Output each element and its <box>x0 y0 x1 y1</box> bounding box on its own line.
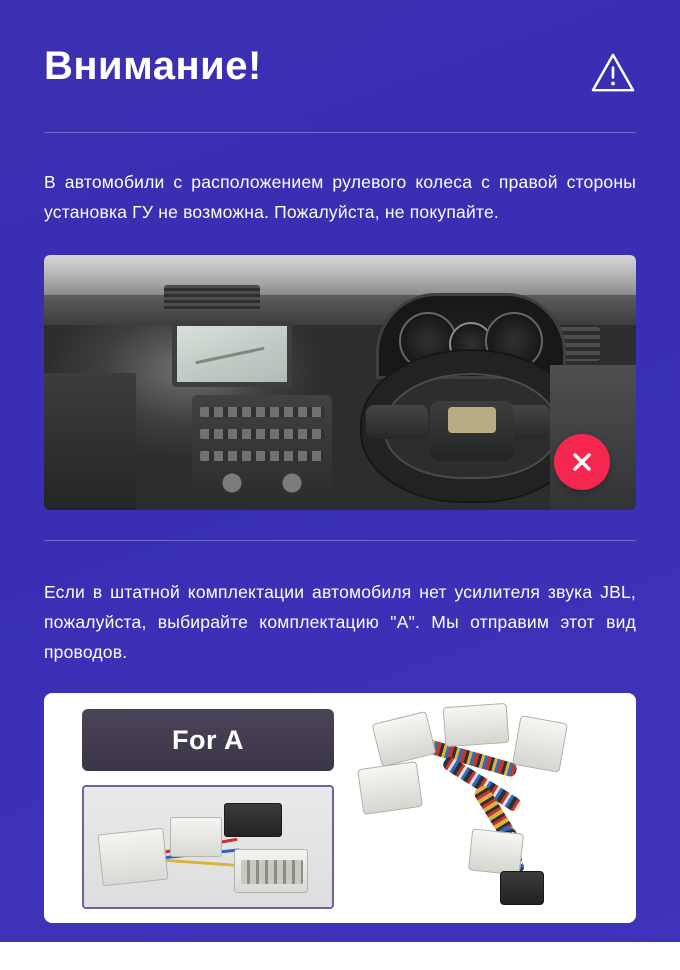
navigation-screen <box>172 321 292 387</box>
warning-triangle-icon <box>590 52 636 94</box>
connector-thumbnail <box>82 785 334 909</box>
page-header <box>44 0 636 94</box>
warning-paragraph-1: В автомобили с расположением рулевого колеса с правой стороны установка ГУ не возможна. Пожалуйста, не покупайте. <box>44 172 636 223</box>
harness-card-left <box>44 693 344 923</box>
section-divider <box>44 540 636 541</box>
bottom-white-strip <box>0 942 680 970</box>
jbl-paragraph-2: Если в штатной комплектации автомобиля нет усилителя звука JBL, пожалуйста, выбирайте комплектацию "А". Мы отправим этот вид проводов. <box>44 582 636 663</box>
harness-card-right <box>344 693 636 923</box>
rhd-car-photo <box>44 255 636 510</box>
harness-card <box>44 693 636 923</box>
center-console <box>192 395 332 503</box>
car-interior-image <box>44 255 636 510</box>
header-divider <box>44 132 636 133</box>
wiring-harness-image <box>352 703 622 913</box>
for-a-label <box>82 709 334 771</box>
cross-mark-icon <box>554 434 610 490</box>
for-a-label-text: For A <box>172 724 244 755</box>
page-title: Внимание! <box>44 44 262 88</box>
